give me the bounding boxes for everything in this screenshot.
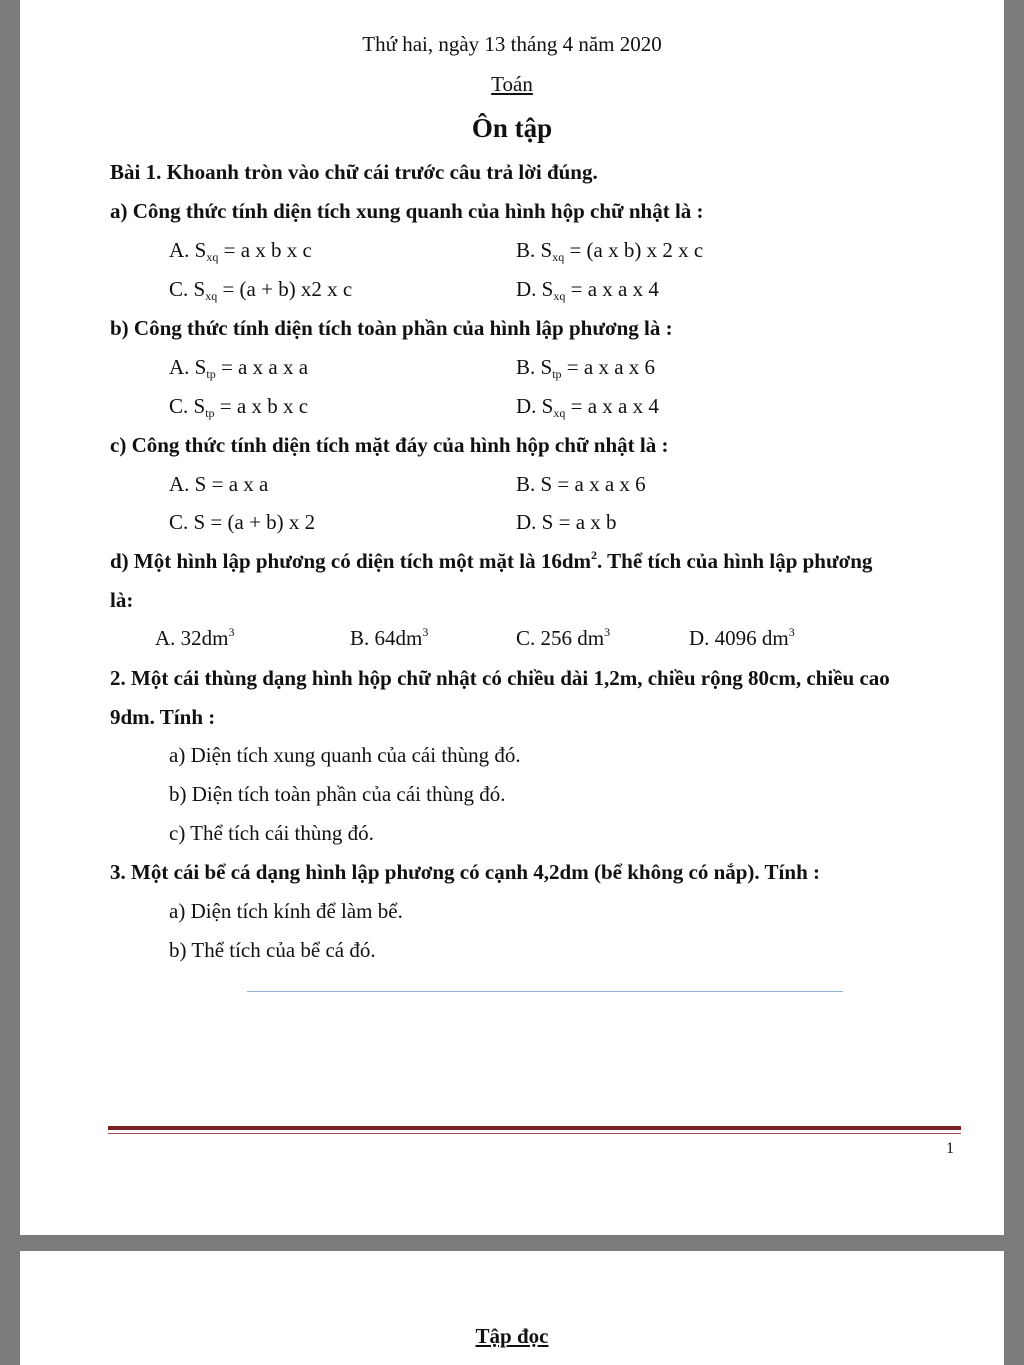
bai3-line1: 3. Một cái bể cá dạng hình lập phương có cạnh 4,2dm (bể không có nắp). Tính :: [110, 860, 820, 884]
section-divider: [247, 991, 843, 992]
bai1-heading: Bài 1. Khoanh tròn vào chữ cái trước câu trả lời đúng.: [110, 160, 598, 184]
footer-rule-thick: [108, 1126, 961, 1130]
option-b-D: D. $S_{xq} = a$ x a x 4: [516, 394, 659, 420]
option-b-A: A. $S_{tp} = a$ x a x a: [169, 355, 309, 381]
date-line: Thứ hai, ngày 13 tháng 4 năm 2020: [362, 32, 662, 56]
bai2-item-a: a) Diện tích xung quanh của cái thùng đó.: [169, 743, 521, 767]
footer-rule-thin: [108, 1133, 961, 1134]
option-c-C: C. S = (a + b) x 2: [169, 510, 316, 534]
bai3-item-a: a) Diện tích kính để làm bể.: [169, 899, 403, 923]
document-page-2: [20, 1251, 1004, 1365]
option-b-C: C. $S_{tp} = a$ x b x c: [169, 394, 309, 420]
question-b: b) Công thức tính diện tích toàn phần của hình lập phương là :: [110, 316, 673, 340]
option-c-D: D. S = a x b: [516, 510, 617, 534]
question-d: d) Một hình lập phương có diện tích một mặt là $16dm^2$. Thể tích của hình lập phương: [110, 548, 873, 573]
option-a-A: A. $S_{xq} = a$ x b x c: [169, 238, 312, 264]
option-d-D: D. 4096 $dm^3$: [689, 625, 795, 650]
bai2-line1: 2. Một cái thùng dạng hình hộp chữ nhật có chiều dài 1,2m, chiều rộng 80cm, chiều cao: [110, 666, 890, 690]
bai2-item-c: c) Thể tích cái thùng đó.: [169, 821, 374, 845]
bai2-line2: 9dm. Tính :: [110, 705, 216, 729]
option-a-D: D. $S_{xq} = a$ x a x 4: [516, 277, 659, 303]
option-c-A: A. S = a x a: [169, 472, 269, 496]
page-number: 1: [946, 1140, 954, 1157]
option-d-A: A. $32dm^3$: [155, 625, 235, 650]
subject-heading: Toán: [491, 72, 533, 96]
option-d-B: B. $64dm^3$: [350, 625, 429, 650]
page-title: Ôn tập: [471, 113, 553, 143]
bai2-item-b: b) Diện tích toàn phần của cái thùng đó.: [169, 782, 506, 806]
option-d-C: C. 256 $dm^3$: [516, 625, 611, 650]
bai3-item-b: b) Thể tích của bể cá đó.: [169, 938, 376, 962]
question-d-line2: là:: [110, 588, 134, 612]
option-c-B: B. S = a x a x 6: [516, 472, 646, 496]
page2-heading: Tập đọc: [475, 1324, 549, 1348]
document-page-1: [20, 0, 1004, 1235]
question-c: c) Công thức tính diện tích mặt đáy của hình hộp chữ nhật là :: [110, 433, 669, 457]
option-a-B: B. $S_{xq} = (a$ x b) x 2 x c: [516, 238, 704, 264]
option-b-B: B. $S_{tp} = a$ x a x 6: [516, 355, 656, 381]
question-a: a) Công thức tính diện tích xung quanh của hình hộp chữ nhật là :: [110, 199, 704, 223]
option-a-C: C. $S_{xq} = (a + b)$ x2 x c: [169, 277, 353, 303]
